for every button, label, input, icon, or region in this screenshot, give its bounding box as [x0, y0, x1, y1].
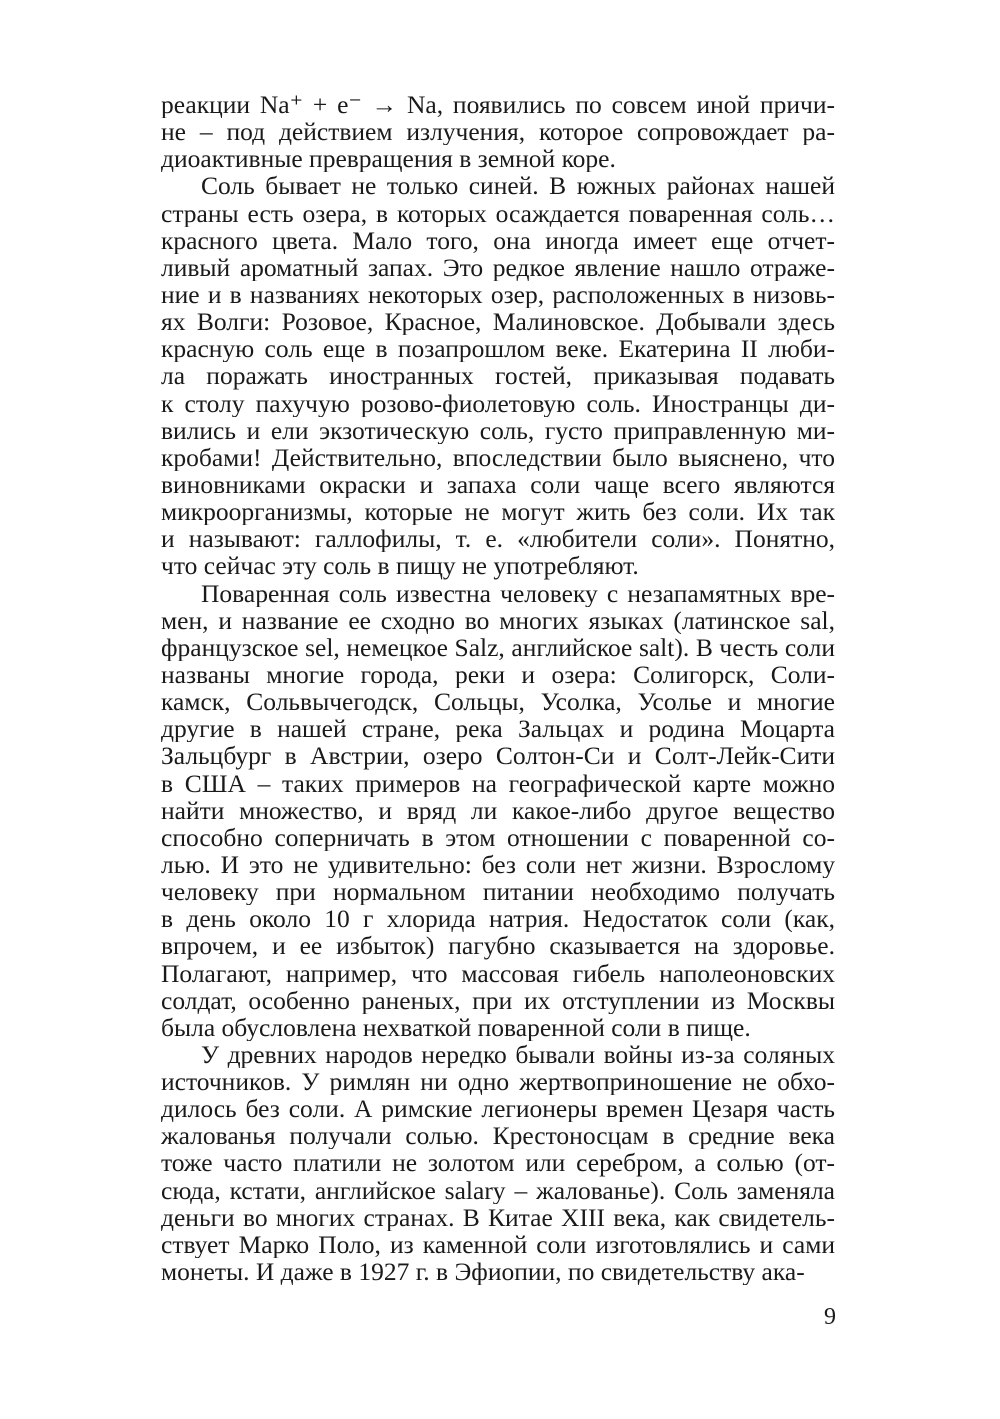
text-line: источников. У римлян ни одно жертвоприношение не обхо-: [161, 1068, 835, 1096]
text-line: лью. И это не удивительно: без соли нет жизни. Взрослому: [161, 850, 835, 879]
text-line: вились и ели экзотическую соль, густо приправленную ми-: [161, 416, 835, 444]
text-line: была обусловлена нехваткой поваренной соли в пище.: [161, 1013, 751, 1041]
text-line: камск, Сольвычегодск, Сольцы, Усолка, Усолье и многие: [161, 688, 835, 716]
text-line: ние и в названиях некоторых озер, расположенных в низовь-: [161, 280, 835, 309]
text-line: страны есть озера, в которых осаждается поваренная соль…: [161, 199, 835, 227]
paragraph: [161, 91, 835, 172]
text-line: красного цвета. Мало того, она иногда имеет еще отчет-: [161, 226, 835, 254]
text-line: реакции Na⁺ + e⁻ → Na, появились по совсем иной причи-: [161, 91, 835, 119]
text-line: в США – таких примеров на географической карте можно: [161, 769, 835, 797]
text-line: в день около 10 г хлорида натрия. Недостаток соли (как,: [161, 905, 835, 933]
text-line: Зальцбург в Австрии, озеро Солтон-Си и Солт-Лейк-Сити: [161, 742, 835, 770]
text-line: способно соперничать в этом отношении с поваренной со-: [161, 823, 835, 851]
text-line: деньги во многих странах. В Китае XIII века, как свидетель-: [161, 1203, 835, 1231]
text-line: ла поражать иностранных гостей, приказывая подавать: [161, 362, 835, 390]
text-line: не – под действием излучения, которое сопровождает ра-: [161, 118, 835, 146]
text-line: жалованья получали солью. Крестоносцам в средние века: [161, 1122, 835, 1150]
text-line: ях Волги: Розовое, Красное, Малиновское. Добывали здесь: [161, 308, 835, 336]
paragraph: [161, 172, 835, 579]
text-line: виновниками окраски и запаха соли чаще всего являются: [161, 470, 835, 499]
text-line: Соль бывает не только синей. В южных районах нашей: [201, 172, 835, 200]
text-line: французское sel, немецкое Salz, английское salt). В честь соли: [161, 633, 835, 661]
paragraph: [161, 580, 835, 1041]
page-number: 9: [824, 1304, 836, 1330]
text-line: человеку при нормальном питании необходимо получать: [161, 878, 835, 906]
text-line: другие в нашей стране, река Зальцах и родина Моцарта: [161, 715, 835, 743]
text-line: ливый ароматный запах. Это редкое явление нашло отраже-: [161, 253, 835, 281]
text-line: к столу пахучую розово-фиолетовую соль. Иностранцы ди-: [161, 389, 835, 417]
text-line: сюда, кстати, английское salary – жалованье). Соль заменяла: [161, 1176, 835, 1204]
text-line: мен, и название ее сходно во многих языках (латинское sal,: [161, 606, 835, 634]
text-line: красную соль еще в позапрошлом веке. Екатерина II люби-: [161, 335, 835, 363]
text-line: Полагают, например, что массовая гибель наполеоновских: [161, 959, 835, 987]
text-line: и называют: галлофилы, т. е. «любители соли». Понятно,: [161, 525, 835, 553]
body-text: [161, 91, 835, 1285]
text-line: дилось без соли. А римские легионеры времен Цезаря часть: [161, 1095, 835, 1123]
text-line: тоже часто платили не золотом или серебром, а солью (от-: [161, 1149, 835, 1177]
text-line: найти множество, и вряд ли какое-либо другое вещество: [161, 796, 835, 824]
text-line: ствует Марко Поло, из каменной соли изготовлялись и сами: [161, 1230, 835, 1259]
text-line: микроорганизмы, которые не могут жить без соли. Их так: [161, 498, 835, 526]
text-line: солдат, особенно раненых, при их отступлении из Москвы: [161, 986, 835, 1014]
text-line: Поваренная соль известна человеку с незапамятных вре-: [201, 579, 835, 607]
text-line: диоактивные превращения в земной коре.: [161, 145, 616, 173]
text-line: впрочем, и ее избыток) пагубно сказывается на здоровье.: [161, 932, 835, 960]
paragraph: [161, 1041, 835, 1285]
text-line: монеты. И даже в 1927 г. в Эфиопии, по свидетельству ака-: [161, 1258, 805, 1286]
text-line: названы многие города, реки и озера: Солигорск, Соли-: [161, 660, 835, 689]
text-line: кробами! Действительно, впоследствии было выяснено, что: [161, 443, 835, 471]
text-line: У древних народов нередко бывали войны из-за соляных: [201, 1040, 835, 1069]
text-line: что сейчас эту соль в пищу не употребляют.: [161, 552, 639, 580]
